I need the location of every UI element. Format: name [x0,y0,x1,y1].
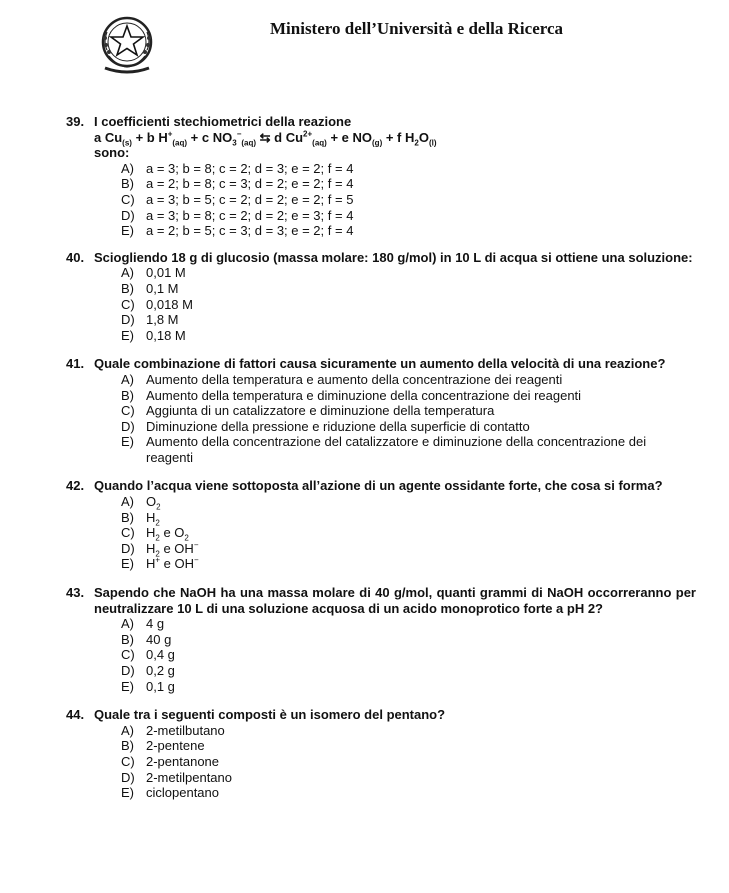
options-list [121,723,696,801]
question-stem: Sapendo che NaOH ha una massa molare di 40 g/mol, quanti grammi di NaOH occorreranno per neutralizzare 10 L di una soluzione acquosa di un acido monoprotico forte a pH 2? [94,585,696,616]
question-number: 44. [66,707,85,723]
question-stem: I coefficienti stechiometrici della reazione a $Cu_{(s)} + b$ $H^+_{(aq)} + c$ $NO_3^-_{(aq)}$ ⇆ d $Cu^{2+}_{(aq)} + e$ $NO_{(g)} + f$ $H_2O_{(l)}$ sono: [94,114,696,161]
option-e[interactable]: E) Aumento della concentrazione del catalizzatore e diminuzione della concentrazione dei reagenti [121,434,647,465]
options-list [121,265,696,343]
option-d[interactable]: D) a = 3; b = 8; c = 2; d = 2; e = 3; f = 4 [121,207,354,223]
options-list [121,372,696,466]
option-c[interactable]: C) 0,018 M [121,296,193,312]
option-d[interactable]: D) Diminuzione della pressione e riduzione della superficie di contatto [121,418,530,434]
option-a[interactable]: A) 0,01 M [121,265,186,281]
question-41 [66,356,696,465]
question-43 [66,585,696,694]
questions-list [66,114,696,814]
question-44 [66,707,696,801]
option-e[interactable]: E) H+ e OH− [121,556,199,572]
options-list [121,494,696,572]
option-b[interactable]: B) Aumento della temperatura e diminuzione della concentrazione dei reagenti [121,387,582,403]
question-stem: Sciogliendo 18 g di glucosio (massa molare: 180 g/mol) in 10 L di acqua si ottiene una soluzione: [94,249,693,265]
option-b[interactable]: B) 2-pentene [121,738,205,754]
question-stem: Quale combinazione di fattori causa sicuramente un aumento della velocità di una reazione? [94,356,666,372]
question-number: 40. [66,249,85,265]
option-b[interactable]: B) $H_2$ [121,509,160,528]
option-d[interactable]: D) 0,2 g [121,663,175,678]
reaction-equation: a $Cu_{(s)} + b$ $H^+_{(aq)} + c$ $NO_3^-_{(aq)}$ ⇆ d $Cu^{2+}_{(aq)} + e$ $NO_{(g)} + f$ $H_2O_{(l)}$ [94,129,437,148]
options-list [121,616,696,694]
option-d[interactable]: D) 2-metilpentano [121,769,232,785]
option-e[interactable]: E) 0,18 M [121,327,186,343]
option-e[interactable]: E) ciclopentano [121,785,219,801]
question-number: 39. [66,114,85,129]
option-c[interactable]: C) $H_2$ e $O_2$ [121,525,189,543]
equilibrium-arrow-icon: ⇆ [256,129,275,145]
option-c[interactable]: C) 0,4 g [121,647,175,663]
question-number: 42. [66,478,85,494]
question-42 [66,478,696,572]
option-b[interactable]: B) 40 g [121,631,172,647]
question-40 [66,250,696,344]
option-c[interactable]: C) a = 3; b = 5; c = 2; d = 2; e = 2; f = 5 [121,191,354,207]
option-e[interactable]: E) 0,1 g [121,678,175,694]
option-a[interactable]: A) Aumento della temperatura e aumento della concentrazione dei reagenti [121,371,563,387]
option-a[interactable]: A) 4 g [121,616,165,632]
option-a[interactable]: A) 2-metilbutano [121,722,225,738]
question-number: 41. [66,356,85,372]
option-e[interactable]: E) a = 2; b = 5; c = 3; d = 3; e = 2; f = 4 [121,223,354,239]
option-c[interactable]: C) Aggiunta di un catalizzatore e diminuzione della temperatura [121,403,495,419]
option-b[interactable]: B) 0,1 M [121,280,179,296]
question-number: 43. [66,585,85,601]
option-c[interactable]: C) 2-pentanone [121,753,220,769]
question-39 [66,114,696,239]
question-stem: Quando l’acqua viene sottoposta all’azione di un agente ossidante forte, che cosa si forma? [94,478,663,494]
option-d[interactable]: D) 1,8 M [121,312,179,328]
options-list [121,161,696,239]
option-a[interactable]: A) $O_2$ [121,494,161,512]
option-a[interactable]: A) a = 3; b = 8; c = 2; d = 3; e = 2; f = 4 [121,160,354,176]
italian-republic-emblem-icon [97,12,157,78]
option-b[interactable]: B) a = 2; b = 8; c = 3; d = 2; e = 2; f = 4 [121,176,354,192]
option-d[interactable]: D) $H_2$ e OH− [121,540,199,559]
question-stem: Quale tra i seguenti composti è un isomero del pentano? [94,707,446,723]
ministry-title: Ministero dell’Università e della Ricerca [270,19,564,38]
